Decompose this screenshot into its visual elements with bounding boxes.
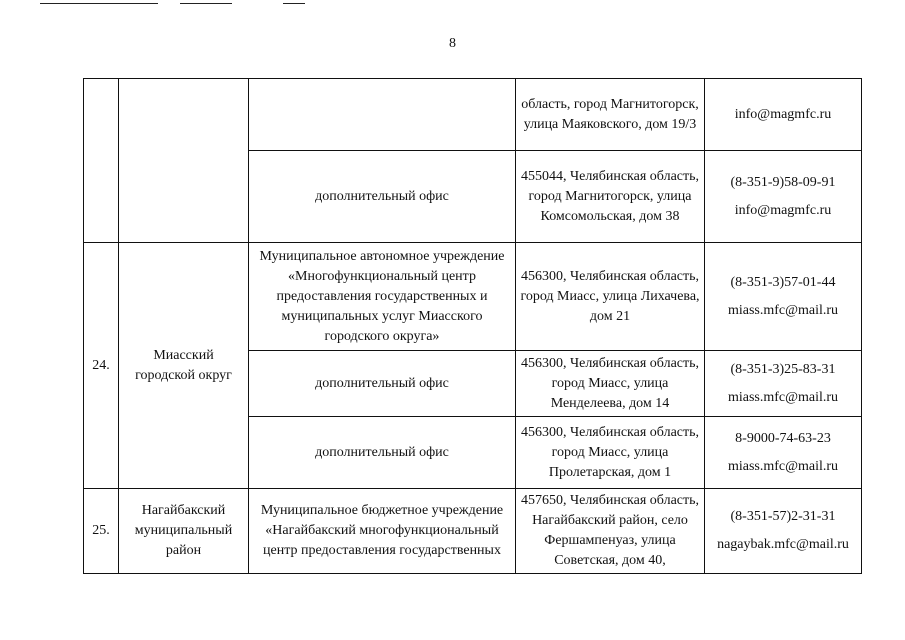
office-type-cell: дополнительный офис	[249, 351, 516, 417]
municipality-cell: Нагайбакский муниципальный район	[119, 489, 249, 574]
email-text: info@magmfc.ru	[734, 202, 832, 218]
phone-text: 8-9000-74-63-23	[735, 430, 831, 446]
table-row	[84, 489, 862, 574]
table-row	[84, 79, 862, 151]
table-row	[84, 243, 862, 351]
contacts-cell	[705, 417, 862, 489]
contacts-cell	[705, 489, 862, 574]
number-cell	[84, 79, 119, 243]
phone-text: (8-351-3)57-01-44	[730, 274, 836, 290]
top-rule-3	[283, 3, 305, 4]
contacts-cell	[705, 79, 862, 151]
email-text: miass.mfc@mail.ru	[727, 458, 839, 474]
phone-text: (8-351-9)58-09-91	[730, 174, 836, 190]
top-rule-1	[40, 3, 158, 4]
email-text: miass.mfc@mail.ru	[727, 302, 839, 318]
address-cell: 455044, Челябинская область, город Магнитогорск, улица Комсомольская, дом 38	[516, 151, 705, 243]
address-cell: 457650, Челябинская область, Нагайбакский район, село Фершампенуаз, улица Советская, дом 40,	[516, 489, 705, 574]
office-type-cell: дополнительный офис	[249, 417, 516, 489]
page-number: 8	[449, 36, 456, 51]
address-cell: 456300, Челябинская область, город Миасс, улица Пролетарская, дом 1	[516, 417, 705, 489]
office-type-cell: Муниципальное автономное учреждение «Многофункциональный центр предоставления государственных и муниципальных услуг Миасского городского округа»	[249, 243, 516, 351]
municipality-cell	[119, 79, 249, 243]
address-cell: 456300, Челябинская область, город Миасс, улица Лихачева, дом 21	[516, 243, 705, 351]
contacts-cell	[705, 243, 862, 351]
email-text: miass.mfc@mail.ru	[727, 389, 839, 405]
address-cell: 456300, Челябинская область, город Миасс, улица Менделеева, дом 14	[516, 351, 705, 417]
number-cell: 24.	[84, 243, 119, 489]
email-text: nagaybak.mfc@mail.ru	[717, 537, 849, 552]
phone-text: (8-351-3)25-83-31	[730, 361, 836, 377]
number-cell: 25.	[84, 489, 119, 574]
phone-text: (8-351-57)2-31-31	[730, 509, 836, 524]
contacts-cell	[705, 151, 862, 243]
address-cell: область, город Магнитогорск, улица Маяковского, дом 19/3	[516, 79, 705, 151]
contacts-cell	[705, 351, 862, 417]
mfc-table	[83, 78, 862, 574]
municipality-cell: Миасский городской округ	[119, 243, 249, 489]
office-type-cell: Муниципальное бюджетное учреждение «Нагайбакский многофункциональный центр предоставления государственных	[249, 489, 516, 574]
office-type-cell: дополнительный офис	[249, 151, 516, 243]
office-type-cell	[249, 79, 516, 151]
email-text: info@magmfc.ru	[734, 106, 832, 122]
top-rule-2	[180, 3, 232, 4]
